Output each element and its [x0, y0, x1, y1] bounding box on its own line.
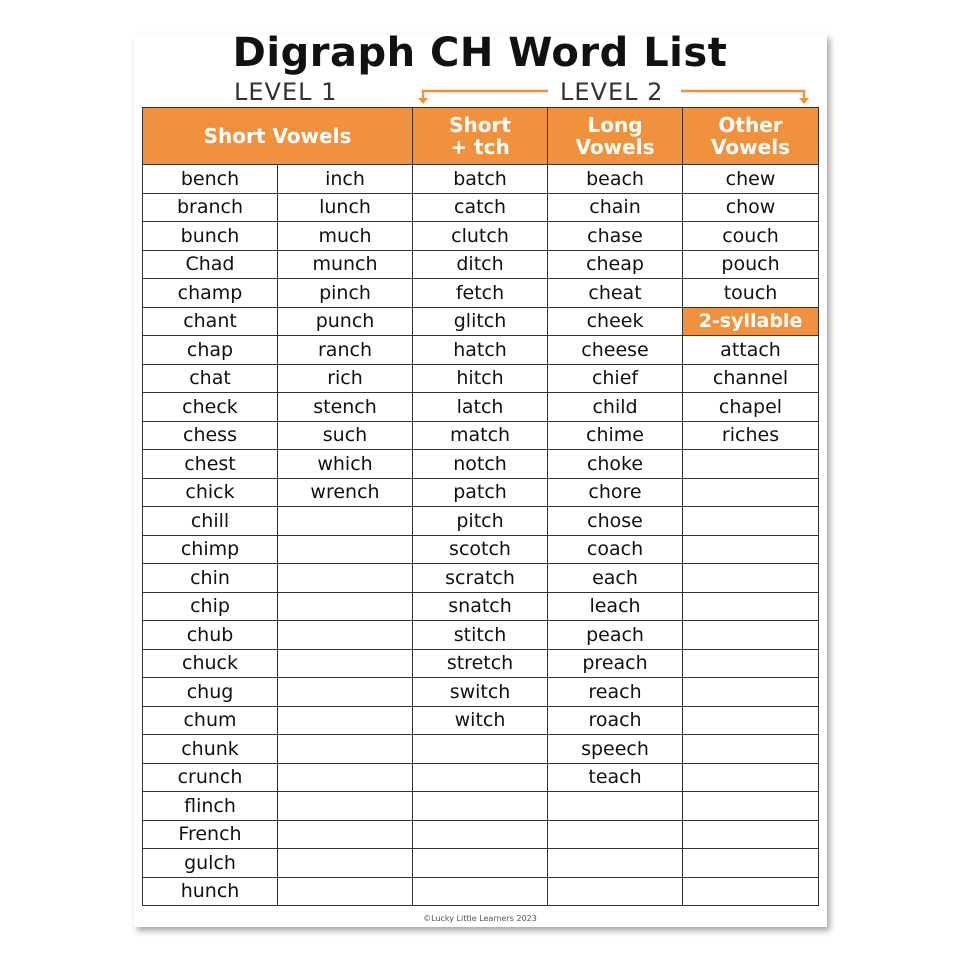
table-row: [143, 507, 819, 536]
word-cell: child: [548, 393, 683, 422]
page-title: Digraph CH Word List: [232, 30, 728, 76]
word-cell: [278, 649, 413, 678]
word-cell: cheat: [548, 279, 683, 308]
word-cell: chain: [548, 193, 683, 222]
word-cell: chose: [548, 507, 683, 536]
word-cell: chore: [548, 478, 683, 507]
header-short-tch-line2: + tch: [450, 135, 510, 159]
table-row: [143, 649, 819, 678]
word-cell: [683, 678, 819, 707]
header-long-vowels-line2: Vowels: [575, 135, 655, 159]
word-cell: pitch: [413, 507, 548, 536]
table-row: [143, 165, 819, 194]
word-cell: [683, 621, 819, 650]
word-cell: bench: [143, 165, 278, 194]
level-2-label: LEVEL 2: [560, 78, 664, 106]
word-cell: wrench: [278, 478, 413, 507]
word-cell: [278, 507, 413, 536]
word-cell: crunch: [143, 763, 278, 792]
word-cell: [278, 535, 413, 564]
word-cell: teach: [548, 763, 683, 792]
word-cell: chess: [143, 421, 278, 450]
table-row: [143, 678, 819, 707]
word-cell: [278, 706, 413, 735]
word-cell: chase: [548, 222, 683, 251]
word-cell: fetch: [413, 279, 548, 308]
table-row: [143, 735, 819, 764]
word-cell: branch: [143, 193, 278, 222]
table-row: [143, 307, 819, 336]
word-cell: [683, 820, 819, 849]
table-row: [143, 877, 819, 906]
table-row: [143, 364, 819, 393]
word-cell: [683, 763, 819, 792]
word-cell: [278, 849, 413, 878]
word-cell: [413, 792, 548, 821]
word-cell: [278, 877, 413, 906]
word-cell: [278, 763, 413, 792]
table-row: [143, 279, 819, 308]
word-cell: stitch: [413, 621, 548, 650]
word-cell: ranch: [278, 336, 413, 365]
word-cell: scratch: [413, 564, 548, 593]
word-cell: gulch: [143, 849, 278, 878]
word-cell: munch: [278, 250, 413, 279]
word-cell: [683, 792, 819, 821]
level-2-bracket-arrows: [0, 0, 960, 120]
table-row: [143, 393, 819, 422]
word-cell: [683, 507, 819, 536]
word-cell: chow: [683, 193, 819, 222]
word-cell: touch: [683, 279, 819, 308]
word-cell: chapel: [683, 393, 819, 422]
word-cell: hunch: [143, 877, 278, 906]
word-cell: beach: [548, 165, 683, 194]
word-cell: chum: [143, 706, 278, 735]
word-cell: batch: [413, 165, 548, 194]
word-cell: reach: [548, 678, 683, 707]
word-cell: preach: [548, 649, 683, 678]
word-cell: [278, 621, 413, 650]
header-other-vowels-line1: Other: [718, 113, 783, 137]
word-cell: champ: [143, 279, 278, 308]
word-cell: [413, 877, 548, 906]
word-cell: [683, 535, 819, 564]
word-cell: chick: [143, 478, 278, 507]
word-cell: attach: [683, 336, 819, 365]
word-cell: [683, 450, 819, 479]
word-cell: [413, 820, 548, 849]
table-row: [143, 193, 819, 222]
word-cell: [548, 849, 683, 878]
left-arrow-icon: [423, 91, 548, 101]
word-cell: glitch: [413, 307, 548, 336]
word-cell: riches: [683, 421, 819, 450]
word-cell: chime: [548, 421, 683, 450]
table-row: [143, 706, 819, 735]
word-cell: [278, 820, 413, 849]
table-row: [143, 592, 819, 621]
word-cell: [278, 564, 413, 593]
word-cell: roach: [548, 706, 683, 735]
word-cell: [278, 792, 413, 821]
word-cell: inch: [278, 165, 413, 194]
word-cell: each: [548, 564, 683, 593]
word-cell: chat: [143, 364, 278, 393]
word-cell: which: [278, 450, 413, 479]
table-row: [143, 564, 819, 593]
word-cell: coach: [548, 535, 683, 564]
word-cell: pinch: [278, 279, 413, 308]
word-cell: Chad: [143, 250, 278, 279]
header-other-vowels-line2: Vowels: [711, 135, 790, 159]
table-row: [143, 849, 819, 878]
table-row: [143, 792, 819, 821]
word-cell: peach: [548, 621, 683, 650]
word-cell: switch: [413, 678, 548, 707]
word-cell: hatch: [413, 336, 548, 365]
header-long-vowels: [548, 108, 683, 165]
word-cell: chub: [143, 621, 278, 650]
word-cell: patch: [413, 478, 548, 507]
word-cell: [683, 478, 819, 507]
word-cell: [413, 735, 548, 764]
word-cell: check: [143, 393, 278, 422]
word-cell: [683, 564, 819, 593]
table-row: [143, 478, 819, 507]
word-cell: [278, 592, 413, 621]
word-cell: [683, 649, 819, 678]
table-row: [143, 535, 819, 564]
word-cell: scotch: [413, 535, 548, 564]
word-cell: rich: [278, 364, 413, 393]
table-row: [143, 336, 819, 365]
word-cell: catch: [413, 193, 548, 222]
word-cell: stench: [278, 393, 413, 422]
word-cell: such: [278, 421, 413, 450]
header-short-tch: [413, 108, 548, 165]
word-cell: [548, 877, 683, 906]
word-cell: chew: [683, 165, 819, 194]
word-cell: [413, 849, 548, 878]
word-cell: [683, 706, 819, 735]
word-cell: [278, 678, 413, 707]
word-cell: flinch: [143, 792, 278, 821]
header-other-vowels: [683, 108, 819, 165]
word-cell: stretch: [413, 649, 548, 678]
word-table: [142, 107, 819, 906]
word-cell: chuck: [143, 649, 278, 678]
word-cell: [548, 820, 683, 849]
word-cell: channel: [683, 364, 819, 393]
word-cell: chip: [143, 592, 278, 621]
word-cell: chant: [143, 307, 278, 336]
word-cell: chug: [143, 678, 278, 707]
table-row: [143, 421, 819, 450]
word-cell: latch: [413, 393, 548, 422]
copyright-footer: ©Lucky Little Learners 2023: [423, 914, 537, 923]
word-cell: chunk: [143, 735, 278, 764]
word-cell: much: [278, 222, 413, 251]
word-cell: [683, 735, 819, 764]
word-cell: hitch: [413, 364, 548, 393]
word-cell: French: [143, 820, 278, 849]
table-row: [143, 820, 819, 849]
word-cell: couch: [683, 222, 819, 251]
word-cell: [683, 849, 819, 878]
word-cell: choke: [548, 450, 683, 479]
word-cell: notch: [413, 450, 548, 479]
word-cell: cheap: [548, 250, 683, 279]
word-cell: match: [413, 421, 548, 450]
word-cell: cheese: [548, 336, 683, 365]
header-row: [143, 108, 819, 165]
word-cell: leach: [548, 592, 683, 621]
word-cell: chill: [143, 507, 278, 536]
word-cell: lunch: [278, 193, 413, 222]
word-cell: chimp: [143, 535, 278, 564]
word-cell: cheek: [548, 307, 683, 336]
word-cell: [683, 592, 819, 621]
word-cell: [683, 877, 819, 906]
table-row: [143, 250, 819, 279]
word-cell: [548, 792, 683, 821]
word-cell: [278, 735, 413, 764]
subheader-2-syllable: 2-syllable: [683, 307, 819, 336]
header-long-vowels-line1: Long: [587, 113, 643, 137]
word-cell: bunch: [143, 222, 278, 251]
right-arrow-icon: [681, 91, 804, 101]
word-cell: speech: [548, 735, 683, 764]
header-short-vowels: Short Vowels: [143, 108, 413, 165]
word-cell: chap: [143, 336, 278, 365]
word-cell: [413, 763, 548, 792]
table-row: [143, 222, 819, 251]
word-cell: chief: [548, 364, 683, 393]
word-cell: pouch: [683, 250, 819, 279]
word-cell: chin: [143, 564, 278, 593]
word-cell: snatch: [413, 592, 548, 621]
table-row: [143, 763, 819, 792]
table-row: [143, 621, 819, 650]
level-1-label: LEVEL 1: [234, 78, 338, 106]
table-row: [143, 450, 819, 479]
header-short-tch-line1: Short: [449, 113, 511, 137]
word-cell: punch: [278, 307, 413, 336]
word-cell: witch: [413, 706, 548, 735]
word-cell: clutch: [413, 222, 548, 251]
word-cell: chest: [143, 450, 278, 479]
word-cell: ditch: [413, 250, 548, 279]
